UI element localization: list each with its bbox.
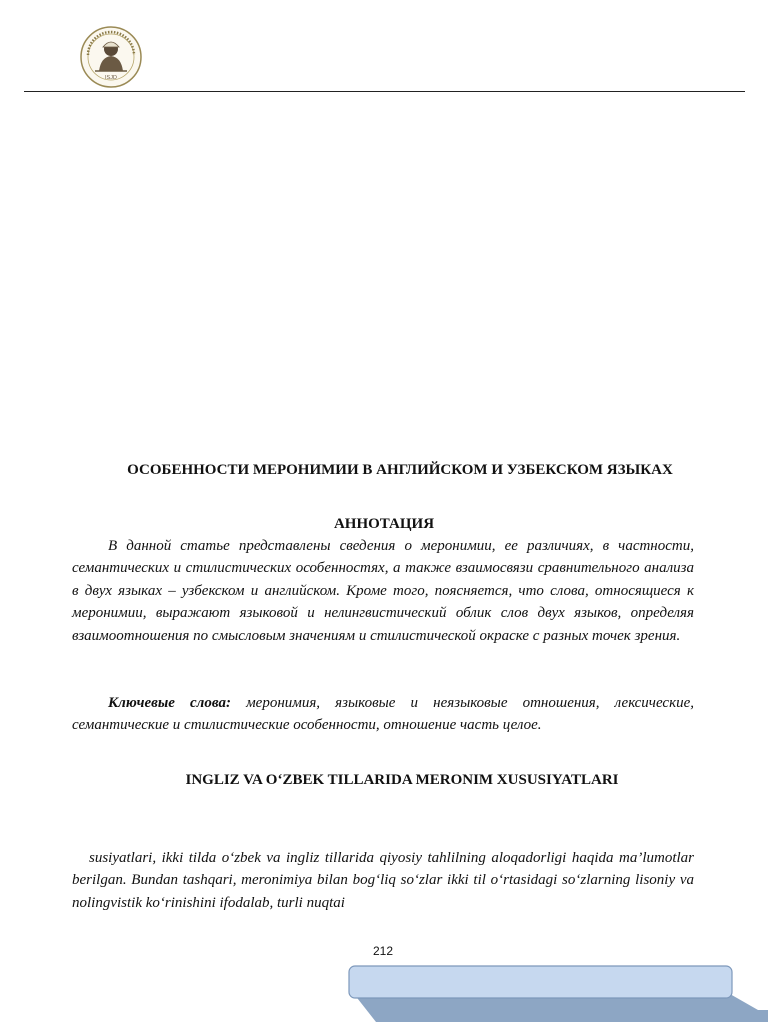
- footer-band: [340, 962, 768, 1022]
- page-number: 212: [372, 944, 394, 958]
- keywords-label: Ключевые слова:: [108, 695, 231, 711]
- uzbek-title: INGLIZ VA O‘ZBEK TILLARIDA MERONIM XUSUSIYATLARI: [185, 772, 619, 788]
- abstract-heading: АННОТАЦИЯ: [333, 516, 435, 532]
- journal-logo: [79, 25, 143, 89]
- logo-text: ISJD: [105, 75, 117, 81]
- uzbek-paragraph: susiyatlari, ikki tilda o‘zbek va ingliz tillarida qiyosiy tahlilning aloqadorligi haqida ma’lumotlar berilgan. Bundan tashqari, meronimiya bilan bog‘liq so‘zlar ikki til o‘rtasidagi so‘zlarning lisoniy va nolingvistik ko‘rinishini ifodalab, turli nuqtai: [72, 850, 694, 911]
- footer-band-shape: [340, 962, 768, 1022]
- header-rule: [24, 91, 745, 92]
- journal-seal-logo-icon: [79, 25, 143, 89]
- article-title: ОСОБЕННОСТИ МЕРОНИМИИ В АНГЛИЙСКОМ И УЗБЕКСКОМ ЯЗЫКАХ: [127, 462, 673, 478]
- keywords-paragraph: [72, 692, 694, 737]
- abstract-paragraph: В данной статье представлены сведения о меронимии, ее различиях, в частности, семантических и стилистических особенностях, а также взаимосвязи сравнительного анализа в двух языках – узбекском и английском. Кроме того, поясняется, что слова, относящиеся к меронимии, выражают языковой и нелингвистический облик слов двух языков, определяя взаимоотношения по смысловым значениям и стилистической окраске с разных точек зрения.: [72, 538, 694, 644]
- keywords-text: меронимия, языковые и неязыковые отношения, лексические, семантические и стилистические особенности, отношение часть целое.: [72, 695, 695, 734]
